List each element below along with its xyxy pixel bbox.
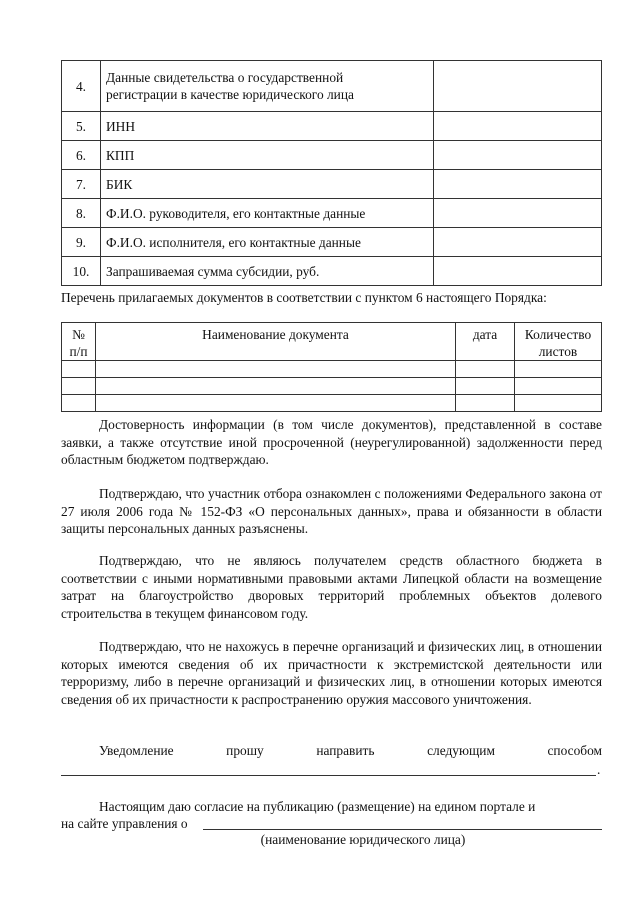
table-cell[interactable] (456, 395, 515, 412)
row-number: 8. (62, 199, 101, 228)
row-number: 5. (62, 112, 101, 141)
row-number: 9. (62, 228, 101, 257)
paragraph-no-extremism: Подтверждаю, что не нахожусь в перечне организаций и физических лиц, в отношении которых имеются сведения об их причастности к экстремистской деятельности или терроризму, либо в перечне организаций и физических лиц, в отношении которых имеются сведения об их причастности к распространению оружия массового уничтожения. (61, 639, 602, 707)
table-cell[interactable] (96, 378, 456, 395)
notice-word: Уведомление (99, 743, 174, 758)
table-row (62, 112, 602, 141)
header-number-line: п/п (69, 344, 88, 359)
row-label: БИК (101, 170, 434, 199)
documents-header-row (62, 323, 602, 361)
row-label (101, 61, 434, 112)
notice-method-field[interactable] (61, 775, 596, 776)
table-cell[interactable] (62, 395, 96, 412)
table-cell[interactable] (456, 361, 515, 378)
header-number-line: № (72, 327, 85, 342)
table-row (62, 170, 602, 199)
table-row (62, 199, 602, 228)
notice-word: следующим (427, 743, 495, 758)
table-cell[interactable] (62, 361, 96, 378)
row-value-cell[interactable] (434, 112, 602, 141)
row-value-cell[interactable] (434, 170, 602, 199)
table-row (62, 395, 602, 412)
row-number: 4. (62, 61, 101, 112)
row-label: Запрашиваемая сумма субсидии, руб. (101, 257, 434, 286)
row-label: ИНН (101, 112, 434, 141)
table-cell[interactable] (62, 378, 96, 395)
row-label: КПП (101, 141, 434, 170)
notice-line (99, 743, 602, 759)
table-cell[interactable] (515, 378, 602, 395)
table-cell[interactable] (96, 395, 456, 412)
row-value-cell[interactable] (434, 61, 602, 112)
row-label: Ф.И.О. руководителя, его контактные данные (101, 199, 434, 228)
header-date: дата (456, 323, 515, 361)
row-value-cell[interactable] (434, 228, 602, 257)
table-row (62, 61, 602, 112)
legal-entity-name-hint: (наименование юридического лица) (260, 832, 466, 847)
table-cell[interactable] (515, 361, 602, 378)
table-row (62, 361, 602, 378)
row-value-cell[interactable] (434, 141, 602, 170)
row-number: 10. (62, 257, 101, 286)
table-row (62, 257, 602, 286)
table-row (62, 228, 602, 257)
header-count-line: листов (538, 344, 578, 359)
row-label: Ф.И.О. исполнителя, его контактные данные (101, 228, 434, 257)
applicant-info-table (61, 60, 602, 286)
documents-table (61, 322, 602, 412)
paragraph-personal-data: Подтверждаю, что участник отбора ознакомлен с положениями Федерального закона от 27 июля 2006 года № 152-ФЗ «О персональных данных», права и обязанности в области защиты персональных данных разъяснены. (61, 486, 602, 536)
legal-entity-name-field[interactable] (203, 829, 602, 830)
row-label-line: регистрации в качестве юридического лица (106, 87, 354, 102)
consent-line-1: Настоящим даю согласие на публикацию (размещение) на едином портале и (99, 799, 536, 814)
table-row (62, 141, 602, 170)
consent-line-2-prefix: на сайте управления о (61, 816, 188, 831)
notice-word: способом (547, 743, 602, 758)
header-document-name: Наименование документа (96, 323, 456, 361)
row-value-cell[interactable] (434, 257, 602, 286)
table-row (62, 378, 602, 395)
table-cell[interactable] (515, 395, 602, 412)
notice-word: направить (316, 743, 375, 758)
table-cell[interactable] (96, 361, 456, 378)
header-count-line: Количество (524, 327, 592, 342)
row-number: 6. (62, 141, 101, 170)
notice-end-mark: . (597, 762, 601, 777)
paragraph-no-other-funds: Подтверждаю, что не являюсь получателем средств областного бюджета в соответствии с иными нормативными правовыми актами Липецкой области на возмещение затрат на благоустройство дворовых территорий проблемных объектов долевого строительства в текущем финансовом году. (61, 553, 602, 621)
header-number (62, 323, 96, 361)
paragraph-info-accuracy: Достоверность информации (в том числе документов), представленной в составе заявки, а также отсутствие иной просроченной (неурегулированной) задолженности перед областным бюджетом подтверждаю. (61, 417, 602, 467)
row-label-line: Данные свидетельства о государственной (106, 70, 344, 85)
notice-word: прошу (226, 743, 264, 758)
row-value-cell[interactable] (434, 199, 602, 228)
header-count (515, 323, 602, 361)
row-number: 7. (62, 170, 101, 199)
documents-caption: Перечень прилагаемых документов в соответствии с пунктом 6 настоящего Порядка: (61, 290, 547, 305)
table-cell[interactable] (456, 378, 515, 395)
